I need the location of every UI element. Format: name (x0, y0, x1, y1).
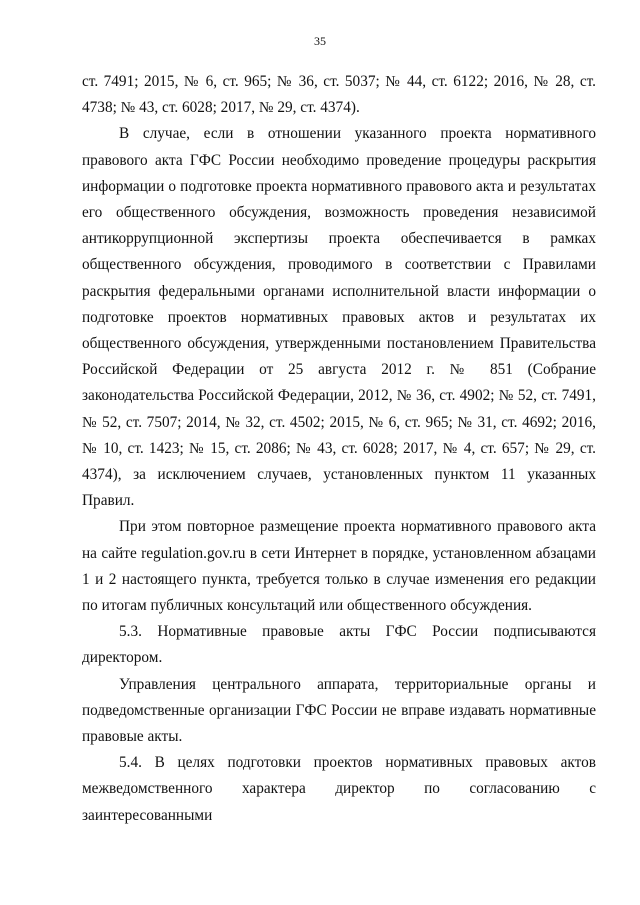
paragraph-repeat-publication: При этом повторное размещение проекта нормативного правового акта на сайте regulation.gov.ru в сети Интернет в порядке, установленном абзацами 1 и 2 настоящего пункта, требуется только в случае изменения его редакции по итогам публичных консультаций или общественного обсуждения. (82, 518, 596, 615)
document-body (82, 69, 596, 829)
page-number: 35 (314, 34, 326, 48)
paragraph-citation-continuation: ст. 7491; 2015, № 6, ст. 965; № 36, ст. 5037; № 44, ст. 6122; 2016, № 28, ст. 4738; № 43, ст. 6028; 2017, № 29, ст. 4374). (82, 73, 596, 117)
paragraph-public-discussion: В случае, если в отношении указанного проекта нормативного правового акта ГФС России необходимо проведение процедуры раскрытия информации о подготовке проекта нормативного правового акта и результатах его общественного обсуждения, возможность проведения независимой антикоррупционной экспертизы проекта обеспечивается в рамках общественного обсуждения, проводимого в соответствии с Правилами раскрытия федеральными органами исполнительной власти информации о подготовке проектов нормативных правовых актов и результатах их общественного обсуждения, утвержденными постановлением Правительства Российской Федерации от 25 августа 2012 г. № 851 (Собрание законодательства Российской Федерации, 2012, № 36, ст. 4902; № 52, ст. 7491, № 52, ст. 7507; 2014, № 32, ст. 4502; 2015, № 6, ст. 965; № 31, ст. 4692; 2016, № 10, ст. 1423; № 15, ст. 2086; № 43, ст. 6028; 2017, № 4, ст. 657; № 29, ст. 4374), за исключением случаев, установленных пунктом 11 указанных Правил. (82, 125, 596, 510)
paragraph-section-5-4: 5.4. В целях подготовки проектов нормативных правовых актов межведомственного характера директор по согласованию с заинтересованными (82, 754, 596, 824)
paragraph-no-issuing-rights: Управления центрального аппарата, территориальные органы и подведомственные организации ГФС России не вправе издавать нормативные правовые акты. (82, 675, 596, 746)
paragraph-section-5-3: 5.3. Нормативные правовые акты ГФС России подписываются директором. (82, 623, 596, 667)
